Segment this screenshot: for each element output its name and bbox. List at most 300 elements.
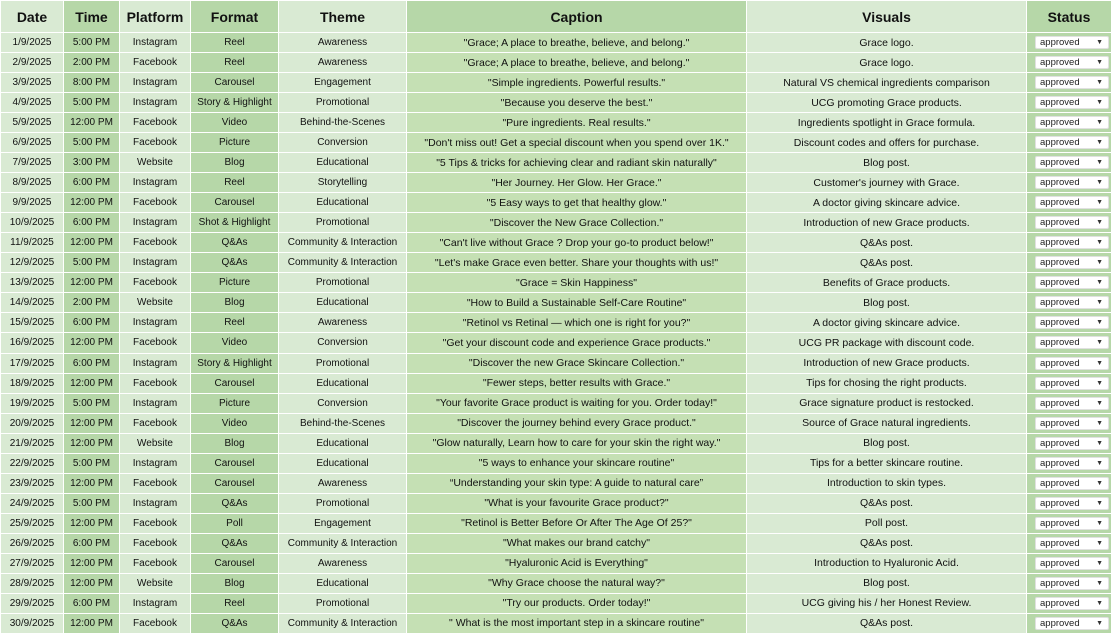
cell-time[interactable]: 12:00 PM	[64, 573, 120, 593]
cell-theme[interactable]: Promotional	[279, 273, 407, 293]
cell-status	[1027, 273, 1111, 293]
table-row	[1, 413, 1111, 433]
cell-visuals[interactable]: Source of Grace natural ingredients.	[747, 413, 1027, 433]
cell-theme[interactable]: Conversion	[279, 133, 407, 153]
cell-caption[interactable]: "Discover the new Grace Skincare Collection."	[407, 353, 747, 373]
status-dropdown[interactable]	[1035, 477, 1109, 490]
cell-date[interactable]: 8/9/2025	[1, 173, 64, 193]
cell-theme[interactable]: Engagement	[279, 73, 407, 93]
status-label: approved	[1040, 77, 1080, 89]
cell-theme[interactable]: Community & Interaction	[279, 613, 407, 633]
cell-theme[interactable]: Educational	[279, 193, 407, 213]
cell-time[interactable]: 12:00 PM	[64, 553, 120, 573]
cell-time[interactable]: 12:00 PM	[64, 513, 120, 533]
cell-time[interactable]: 12:00 PM	[64, 193, 120, 213]
cell-time[interactable]: 5:00 PM	[64, 253, 120, 273]
status-dropdown[interactable]	[1035, 457, 1109, 470]
cell-caption[interactable]: "5 Easy ways to get that healthy glow."	[407, 193, 747, 213]
cell-format[interactable]: Blog	[191, 573, 279, 593]
cell-platform[interactable]: Website	[120, 153, 191, 173]
cell-date[interactable]: 13/9/2025	[1, 273, 64, 293]
cell-format[interactable]: Reel	[191, 53, 279, 73]
cell-theme[interactable]: Behind-the-Scenes	[279, 413, 407, 433]
cell-time[interactable]: 12:00 PM	[64, 433, 120, 453]
cell-caption[interactable]: "What is your favourite Grace product?"	[407, 493, 747, 513]
chevron-down-icon[interactable]: ▼	[1096, 519, 1103, 527]
cell-date[interactable]: 1/9/2025	[1, 33, 64, 53]
status-dropdown[interactable]	[1035, 216, 1109, 229]
cell-caption[interactable]: "Can't live without Grace ? Drop your go-to product below!"	[407, 233, 747, 253]
table-row	[1, 613, 1111, 633]
cell-time[interactable]: 6:00 PM	[64, 533, 120, 553]
cell-date[interactable]: 18/9/2025	[1, 373, 64, 393]
chevron-down-icon[interactable]: ▼	[1096, 279, 1103, 287]
cell-theme[interactable]: Promotional	[279, 493, 407, 513]
cell-platform[interactable]: Facebook	[120, 613, 191, 633]
cell-time[interactable]: 8:00 PM	[64, 73, 120, 93]
status-label: approved	[1040, 177, 1080, 189]
cell-visuals[interactable]: UCG PR package with discount code.	[747, 333, 1027, 353]
cell-platform[interactable]: Instagram	[120, 33, 191, 53]
chevron-down-icon[interactable]: ▼	[1096, 179, 1103, 187]
table-row	[1, 173, 1111, 193]
status-dropdown[interactable]	[1035, 196, 1109, 209]
cell-time[interactable]: 12:00 PM	[64, 413, 120, 433]
cell-caption[interactable]: "Retinol vs Retinal — which one is right for you?"	[407, 313, 747, 333]
cell-date[interactable]: 27/9/2025	[1, 553, 64, 573]
cell-theme[interactable]: Awareness	[279, 53, 407, 73]
status-dropdown[interactable]	[1035, 96, 1109, 109]
cell-theme[interactable]: Educational	[279, 453, 407, 473]
cell-caption[interactable]: "Because you deserve the best."	[407, 93, 747, 113]
chevron-down-icon[interactable]: ▼	[1096, 239, 1103, 247]
cell-format[interactable]: Reel	[191, 313, 279, 333]
cell-date[interactable]: 15/9/2025	[1, 313, 64, 333]
cell-caption[interactable]: "Get your discount code and experience Grace products."	[407, 333, 747, 353]
cell-caption[interactable]: "5 ways to enhance your skincare routine"	[407, 453, 747, 473]
cell-status	[1027, 573, 1111, 593]
status-dropdown[interactable]	[1035, 56, 1109, 69]
chevron-down-icon[interactable]: ▼	[1096, 299, 1103, 307]
cell-visuals[interactable]: Blog post.	[747, 433, 1027, 453]
cell-date[interactable]: 22/9/2025	[1, 453, 64, 473]
status-dropdown[interactable]	[1035, 517, 1109, 530]
cell-platform[interactable]: Instagram	[120, 213, 191, 233]
cell-time[interactable]: 12:00 PM	[64, 613, 120, 633]
cell-theme[interactable]: Educational	[279, 293, 407, 313]
cell-time[interactable]: 6:00 PM	[64, 173, 120, 193]
cell-theme[interactable]: Educational	[279, 153, 407, 173]
cell-format[interactable]: Carousel	[191, 373, 279, 393]
cell-time[interactable]: 12:00 PM	[64, 233, 120, 253]
chevron-down-icon[interactable]: ▼	[1096, 99, 1103, 107]
status-dropdown[interactable]	[1035, 116, 1109, 129]
cell-date[interactable]: 5/9/2025	[1, 113, 64, 133]
chevron-down-icon[interactable]: ▼	[1096, 319, 1103, 327]
chevron-down-icon[interactable]: ▼	[1096, 159, 1103, 167]
cell-visuals[interactable]: Q&As post.	[747, 613, 1027, 633]
status-label: approved	[1040, 517, 1080, 529]
header-platform[interactable]: Platform	[120, 1, 191, 33]
cell-platform[interactable]: Facebook	[120, 533, 191, 553]
cell-date[interactable]: 10/9/2025	[1, 213, 64, 233]
cell-time[interactable]: 6:00 PM	[64, 593, 120, 613]
cell-date[interactable]: 24/9/2025	[1, 493, 64, 513]
cell-format[interactable]: Video	[191, 413, 279, 433]
cell-theme[interactable]: Community & Interaction	[279, 533, 407, 553]
cell-platform[interactable]: Instagram	[120, 73, 191, 93]
chevron-down-icon[interactable]: ▼	[1096, 559, 1103, 567]
cell-theme[interactable]: Community & Interaction	[279, 253, 407, 273]
cell-format[interactable]: Blog	[191, 153, 279, 173]
status-dropdown[interactable]	[1035, 256, 1109, 269]
status-dropdown[interactable]	[1035, 357, 1109, 370]
cell-format[interactable]: Carousel	[191, 553, 279, 573]
cell-status	[1027, 333, 1111, 353]
cell-platform[interactable]: Instagram	[120, 313, 191, 333]
status-dropdown[interactable]	[1035, 336, 1109, 349]
cell-date[interactable]: 20/9/2025	[1, 413, 64, 433]
cell-visuals[interactable]: Benefits of Grace products.	[747, 273, 1027, 293]
cell-time[interactable]: 2:00 PM	[64, 293, 120, 313]
cell-theme[interactable]: Awareness	[279, 313, 407, 333]
chevron-down-icon[interactable]: ▼	[1096, 599, 1103, 607]
cell-visuals[interactable]: Natural VS chemical ingredients comparison	[747, 73, 1027, 93]
cell-date[interactable]: 28/9/2025	[1, 573, 64, 593]
header-theme[interactable]: Theme	[279, 1, 407, 33]
cell-date[interactable]: 16/9/2025	[1, 333, 64, 353]
cell-time[interactable]: 12:00 PM	[64, 273, 120, 293]
cell-caption[interactable]: "Grace; A place to breathe, believe, and belong."	[407, 33, 747, 53]
cell-theme[interactable]: Engagement	[279, 513, 407, 533]
chevron-down-icon[interactable]: ▼	[1096, 59, 1103, 67]
cell-date[interactable]: 12/9/2025	[1, 253, 64, 273]
cell-theme[interactable]: Awareness	[279, 33, 407, 53]
cell-format[interactable]: Reel	[191, 33, 279, 53]
cell-platform[interactable]: Facebook	[120, 413, 191, 433]
cell-format[interactable]: Q&As	[191, 613, 279, 633]
cell-caption[interactable]: "Don't miss out! Get a special discount when you spend over 1K."	[407, 133, 747, 153]
cell-time[interactable]: 12:00 PM	[64, 473, 120, 493]
cell-platform[interactable]: Website	[120, 293, 191, 313]
cell-visuals[interactable]: Introduction to skin types.	[747, 473, 1027, 493]
cell-caption[interactable]: "Let's make Grace even better. Share your thoughts with us!"	[407, 253, 747, 273]
cell-format[interactable]: Video	[191, 333, 279, 353]
cell-visuals[interactable]: Q&As post.	[747, 233, 1027, 253]
chevron-down-icon[interactable]: ▼	[1096, 139, 1103, 147]
cell-theme[interactable]: Awareness	[279, 473, 407, 493]
cell-time[interactable]: 5:00 PM	[64, 393, 120, 413]
chevron-down-icon[interactable]: ▼	[1096, 399, 1103, 407]
cell-platform[interactable]: Facebook	[120, 553, 191, 573]
cell-platform[interactable]: Website	[120, 433, 191, 453]
cell-date[interactable]: 4/9/2025	[1, 93, 64, 113]
chevron-down-icon[interactable]: ▼	[1096, 219, 1103, 227]
chevron-down-icon[interactable]: ▼	[1096, 499, 1103, 507]
cell-visuals[interactable]: Blog post.	[747, 153, 1027, 173]
cell-format[interactable]: Q&As	[191, 533, 279, 553]
chevron-down-icon[interactable]: ▼	[1096, 479, 1103, 487]
cell-time[interactable]: 5:00 PM	[64, 133, 120, 153]
cell-date[interactable]: 25/9/2025	[1, 513, 64, 533]
status-dropdown[interactable]	[1035, 597, 1109, 610]
chevron-down-icon[interactable]: ▼	[1096, 619, 1103, 627]
cell-theme[interactable]: Conversion	[279, 333, 407, 353]
cell-caption[interactable]: "Try our products. Order today!"	[407, 593, 747, 613]
chevron-down-icon[interactable]: ▼	[1096, 259, 1103, 267]
chevron-down-icon[interactable]: ▼	[1096, 39, 1103, 47]
status-dropdown[interactable]	[1035, 156, 1109, 169]
cell-format[interactable]: Poll	[191, 513, 279, 533]
cell-theme[interactable]: Promotional	[279, 213, 407, 233]
status-dropdown[interactable]	[1035, 276, 1109, 289]
cell-caption[interactable]: "How to Build a Sustainable Self-Care Routine"	[407, 293, 747, 313]
cell-platform[interactable]: Instagram	[120, 353, 191, 373]
cell-format[interactable]: Carousel	[191, 193, 279, 213]
cell-time[interactable]: 3:00 PM	[64, 153, 120, 173]
table-row	[1, 493, 1111, 513]
cell-visuals[interactable]: Blog post.	[747, 573, 1027, 593]
status-dropdown[interactable]	[1035, 316, 1109, 329]
cell-platform[interactable]: Facebook	[120, 133, 191, 153]
chevron-down-icon[interactable]: ▼	[1096, 419, 1103, 427]
cell-caption[interactable]: "Simple ingredients. Powerful results."	[407, 73, 747, 93]
cell-format[interactable]: Q&As	[191, 253, 279, 273]
chevron-down-icon[interactable]: ▼	[1096, 79, 1103, 87]
cell-platform[interactable]: Instagram	[120, 393, 191, 413]
cell-theme[interactable]: Educational	[279, 433, 407, 453]
cell-caption[interactable]: "Grace = Skin Happiness"	[407, 273, 747, 293]
cell-format[interactable]: Picture	[191, 393, 279, 413]
status-label: approved	[1040, 357, 1080, 369]
status-label: approved	[1040, 117, 1080, 129]
cell-format[interactable]: Story & Highlight	[191, 353, 279, 373]
status-dropdown[interactable]	[1035, 497, 1109, 510]
cell-date[interactable]: 11/9/2025	[1, 233, 64, 253]
table-row	[1, 333, 1111, 353]
cell-platform[interactable]: Instagram	[120, 453, 191, 473]
cell-caption[interactable]: " What is the most important step in a skincare routine"	[407, 613, 747, 633]
cell-visuals[interactable]: A doctor giving skincare advice.	[747, 193, 1027, 213]
cell-visuals[interactable]: Grace signature product is restocked.	[747, 393, 1027, 413]
cell-date[interactable]: 17/9/2025	[1, 353, 64, 373]
cell-visuals[interactable]: Introduction of new Grace products.	[747, 213, 1027, 233]
cell-theme[interactable]: Conversion	[279, 393, 407, 413]
cell-theme[interactable]: Behind-the-Scenes	[279, 113, 407, 133]
cell-platform[interactable]: Instagram	[120, 493, 191, 513]
cell-visuals[interactable]: Introduction of new Grace products.	[747, 353, 1027, 373]
cell-caption[interactable]: "Grace; A place to breathe, believe, and belong."	[407, 53, 747, 73]
cell-date[interactable]: 21/9/2025	[1, 433, 64, 453]
status-dropdown[interactable]	[1035, 577, 1109, 590]
cell-visuals[interactable]: Poll post.	[747, 513, 1027, 533]
cell-visuals[interactable]: Q&As post.	[747, 253, 1027, 273]
cell-time[interactable]: 5:00 PM	[64, 33, 120, 53]
cell-date[interactable]: 29/9/2025	[1, 593, 64, 613]
cell-status	[1027, 213, 1111, 233]
cell-platform[interactable]: Facebook	[120, 113, 191, 133]
cell-caption[interactable]: "Discover the journey behind every Grace product."	[407, 413, 747, 433]
status-dropdown[interactable]	[1035, 176, 1109, 189]
chevron-down-icon[interactable]: ▼	[1096, 439, 1103, 447]
cell-caption[interactable]: "Glow naturally, Learn how to care for your skin the right way."	[407, 433, 747, 453]
status-dropdown[interactable]	[1035, 296, 1109, 309]
chevron-down-icon[interactable]: ▼	[1096, 339, 1103, 347]
cell-format[interactable]: Carousel	[191, 453, 279, 473]
cell-status	[1027, 153, 1111, 173]
cell-caption[interactable]: "Why Grace choose the natural way?"	[407, 573, 747, 593]
cell-format[interactable]: Q&As	[191, 493, 279, 513]
cell-visuals[interactable]: Discount codes and offers for purchase.	[747, 133, 1027, 153]
cell-visuals[interactable]: Grace logo.	[747, 33, 1027, 53]
header-format[interactable]: Format	[191, 1, 279, 33]
cell-platform[interactable]: Instagram	[120, 253, 191, 273]
cell-visuals[interactable]: Q&As post.	[747, 493, 1027, 513]
status-dropdown[interactable]	[1035, 76, 1109, 89]
cell-date[interactable]: 19/9/2025	[1, 393, 64, 413]
status-dropdown[interactable]	[1035, 437, 1109, 450]
status-label: approved	[1040, 157, 1080, 169]
cell-platform[interactable]: Facebook	[120, 473, 191, 493]
cell-caption[interactable]: "Retinol is Better Before Or After The Age Of 25?"	[407, 513, 747, 533]
cell-time[interactable]: 2:00 PM	[64, 53, 120, 73]
cell-time[interactable]: 12:00 PM	[64, 113, 120, 133]
table-row	[1, 153, 1111, 173]
cell-format[interactable]: Q&As	[191, 233, 279, 253]
status-dropdown[interactable]	[1035, 537, 1109, 550]
cell-visuals[interactable]: Introduction to Hyaluronic Acid.	[747, 553, 1027, 573]
status-dropdown[interactable]	[1035, 557, 1109, 570]
cell-theme[interactable]: Community & Interaction	[279, 233, 407, 253]
cell-time[interactable]: 12:00 PM	[64, 333, 120, 353]
cell-time[interactable]: 5:00 PM	[64, 493, 120, 513]
status-label: approved	[1040, 417, 1080, 429]
cell-platform[interactable]: Instagram	[120, 593, 191, 613]
status-dropdown[interactable]	[1035, 236, 1109, 249]
header-caption[interactable]: Caption	[407, 1, 747, 33]
cell-time[interactable]: 5:00 PM	[64, 93, 120, 113]
cell-format[interactable]: Shot & Highlight	[191, 213, 279, 233]
cell-format[interactable]: Video	[191, 113, 279, 133]
cell-date[interactable]: 23/9/2025	[1, 473, 64, 493]
cell-date[interactable]: 6/9/2025	[1, 133, 64, 153]
cell-platform[interactable]: Facebook	[120, 513, 191, 533]
cell-date[interactable]: 26/9/2025	[1, 533, 64, 553]
cell-status	[1027, 373, 1111, 393]
chevron-down-icon[interactable]: ▼	[1096, 579, 1103, 587]
cell-format[interactable]: Blog	[191, 433, 279, 453]
cell-platform[interactable]: Facebook	[120, 53, 191, 73]
header-visuals[interactable]: Visuals	[747, 1, 1027, 33]
cell-time[interactable]: 5:00 PM	[64, 453, 120, 473]
status-dropdown[interactable]	[1035, 417, 1109, 430]
status-dropdown[interactable]	[1035, 617, 1109, 630]
header-date[interactable]: Date	[1, 1, 64, 33]
status-dropdown[interactable]	[1035, 36, 1109, 49]
cell-date[interactable]: 14/9/2025	[1, 293, 64, 313]
cell-time[interactable]: 6:00 PM	[64, 353, 120, 373]
status-dropdown[interactable]	[1035, 377, 1109, 390]
cell-visuals[interactable]: Customer's journey with Grace.	[747, 173, 1027, 193]
cell-theme[interactable]: Educational	[279, 373, 407, 393]
cell-platform[interactable]: Facebook	[120, 193, 191, 213]
status-label: approved	[1040, 477, 1080, 489]
cell-date[interactable]: 7/9/2025	[1, 153, 64, 173]
cell-caption[interactable]: "Fewer steps, better results with Grace."	[407, 373, 747, 393]
status-label: approved	[1040, 237, 1080, 249]
cell-date[interactable]: 30/9/2025	[1, 613, 64, 633]
cell-platform[interactable]: Website	[120, 573, 191, 593]
cell-theme[interactable]: Awareness	[279, 553, 407, 573]
chevron-down-icon[interactable]: ▼	[1096, 459, 1103, 467]
chevron-down-icon[interactable]: ▼	[1096, 539, 1103, 547]
cell-format[interactable]: Story & Highlight	[191, 93, 279, 113]
cell-visuals[interactable]: UCG promoting Grace products.	[747, 93, 1027, 113]
cell-caption[interactable]: "5 Tips & tricks for achieving clear and radiant skin naturally"	[407, 153, 747, 173]
cell-format[interactable]: Carousel	[191, 73, 279, 93]
cell-platform[interactable]: Instagram	[120, 173, 191, 193]
cell-caption[interactable]: "Your favorite Grace product is waiting for you. Order today!"	[407, 393, 747, 413]
cell-visuals[interactable]: Tips for a better skincare routine.	[747, 453, 1027, 473]
cell-time[interactable]: 6:00 PM	[64, 213, 120, 233]
cell-caption[interactable]: “Understanding your skin type: A guide to natural care”	[407, 473, 747, 493]
cell-visuals[interactable]: Grace logo.	[747, 53, 1027, 73]
cell-visuals[interactable]: UCG giving his / her Honest Review.	[747, 593, 1027, 613]
cell-date[interactable]: 9/9/2025	[1, 193, 64, 213]
status-dropdown[interactable]	[1035, 397, 1109, 410]
cell-platform[interactable]: Facebook	[120, 233, 191, 253]
header-time[interactable]: Time	[64, 1, 120, 33]
cell-theme[interactable]: Storytelling	[279, 173, 407, 193]
cell-format[interactable]: Reel	[191, 173, 279, 193]
status-dropdown[interactable]	[1035, 136, 1109, 149]
cell-platform[interactable]: Facebook	[120, 373, 191, 393]
cell-caption[interactable]: "Hyaluronic Acid is Everything"	[407, 553, 747, 573]
cell-visuals[interactable]: Q&As post.	[747, 533, 1027, 553]
cell-caption[interactable]: "What makes our brand catchy"	[407, 533, 747, 553]
cell-caption[interactable]: "Her Journey. Her Glow. Her Grace."	[407, 173, 747, 193]
cell-date[interactable]: 2/9/2025	[1, 53, 64, 73]
chevron-down-icon[interactable]: ▼	[1096, 199, 1103, 207]
cell-visuals[interactable]: Ingredients spotlight in Grace formula.	[747, 113, 1027, 133]
cell-time[interactable]: 12:00 PM	[64, 373, 120, 393]
cell-format[interactable]: Reel	[191, 593, 279, 613]
cell-theme[interactable]: Promotional	[279, 593, 407, 613]
header-row	[1, 1, 1111, 33]
cell-format[interactable]: Picture	[191, 273, 279, 293]
cell-time[interactable]: 6:00 PM	[64, 313, 120, 333]
cell-format[interactable]: Picture	[191, 133, 279, 153]
cell-visuals[interactable]: Tips for chosing the right products.	[747, 373, 1027, 393]
cell-platform[interactable]: Instagram	[120, 93, 191, 113]
cell-visuals[interactable]: Blog post.	[747, 293, 1027, 313]
chevron-down-icon[interactable]: ▼	[1096, 379, 1103, 387]
cell-theme[interactable]: Educational	[279, 573, 407, 593]
chevron-down-icon[interactable]: ▼	[1096, 359, 1103, 367]
cell-theme[interactable]: Promotional	[279, 353, 407, 373]
cell-format[interactable]: Blog	[191, 293, 279, 313]
chevron-down-icon[interactable]: ▼	[1096, 119, 1103, 127]
cell-caption[interactable]: "Discover the New Grace Collection."	[407, 213, 747, 233]
cell-visuals[interactable]: A doctor giving skincare advice.	[747, 313, 1027, 333]
cell-platform[interactable]: Facebook	[120, 273, 191, 293]
cell-theme[interactable]: Promotional	[279, 93, 407, 113]
cell-format[interactable]: Carousel	[191, 473, 279, 493]
cell-caption[interactable]: "Pure ingredients. Real results."	[407, 113, 747, 133]
cell-platform[interactable]: Facebook	[120, 333, 191, 353]
header-status[interactable]: Status	[1027, 1, 1111, 33]
cell-date[interactable]: 3/9/2025	[1, 73, 64, 93]
